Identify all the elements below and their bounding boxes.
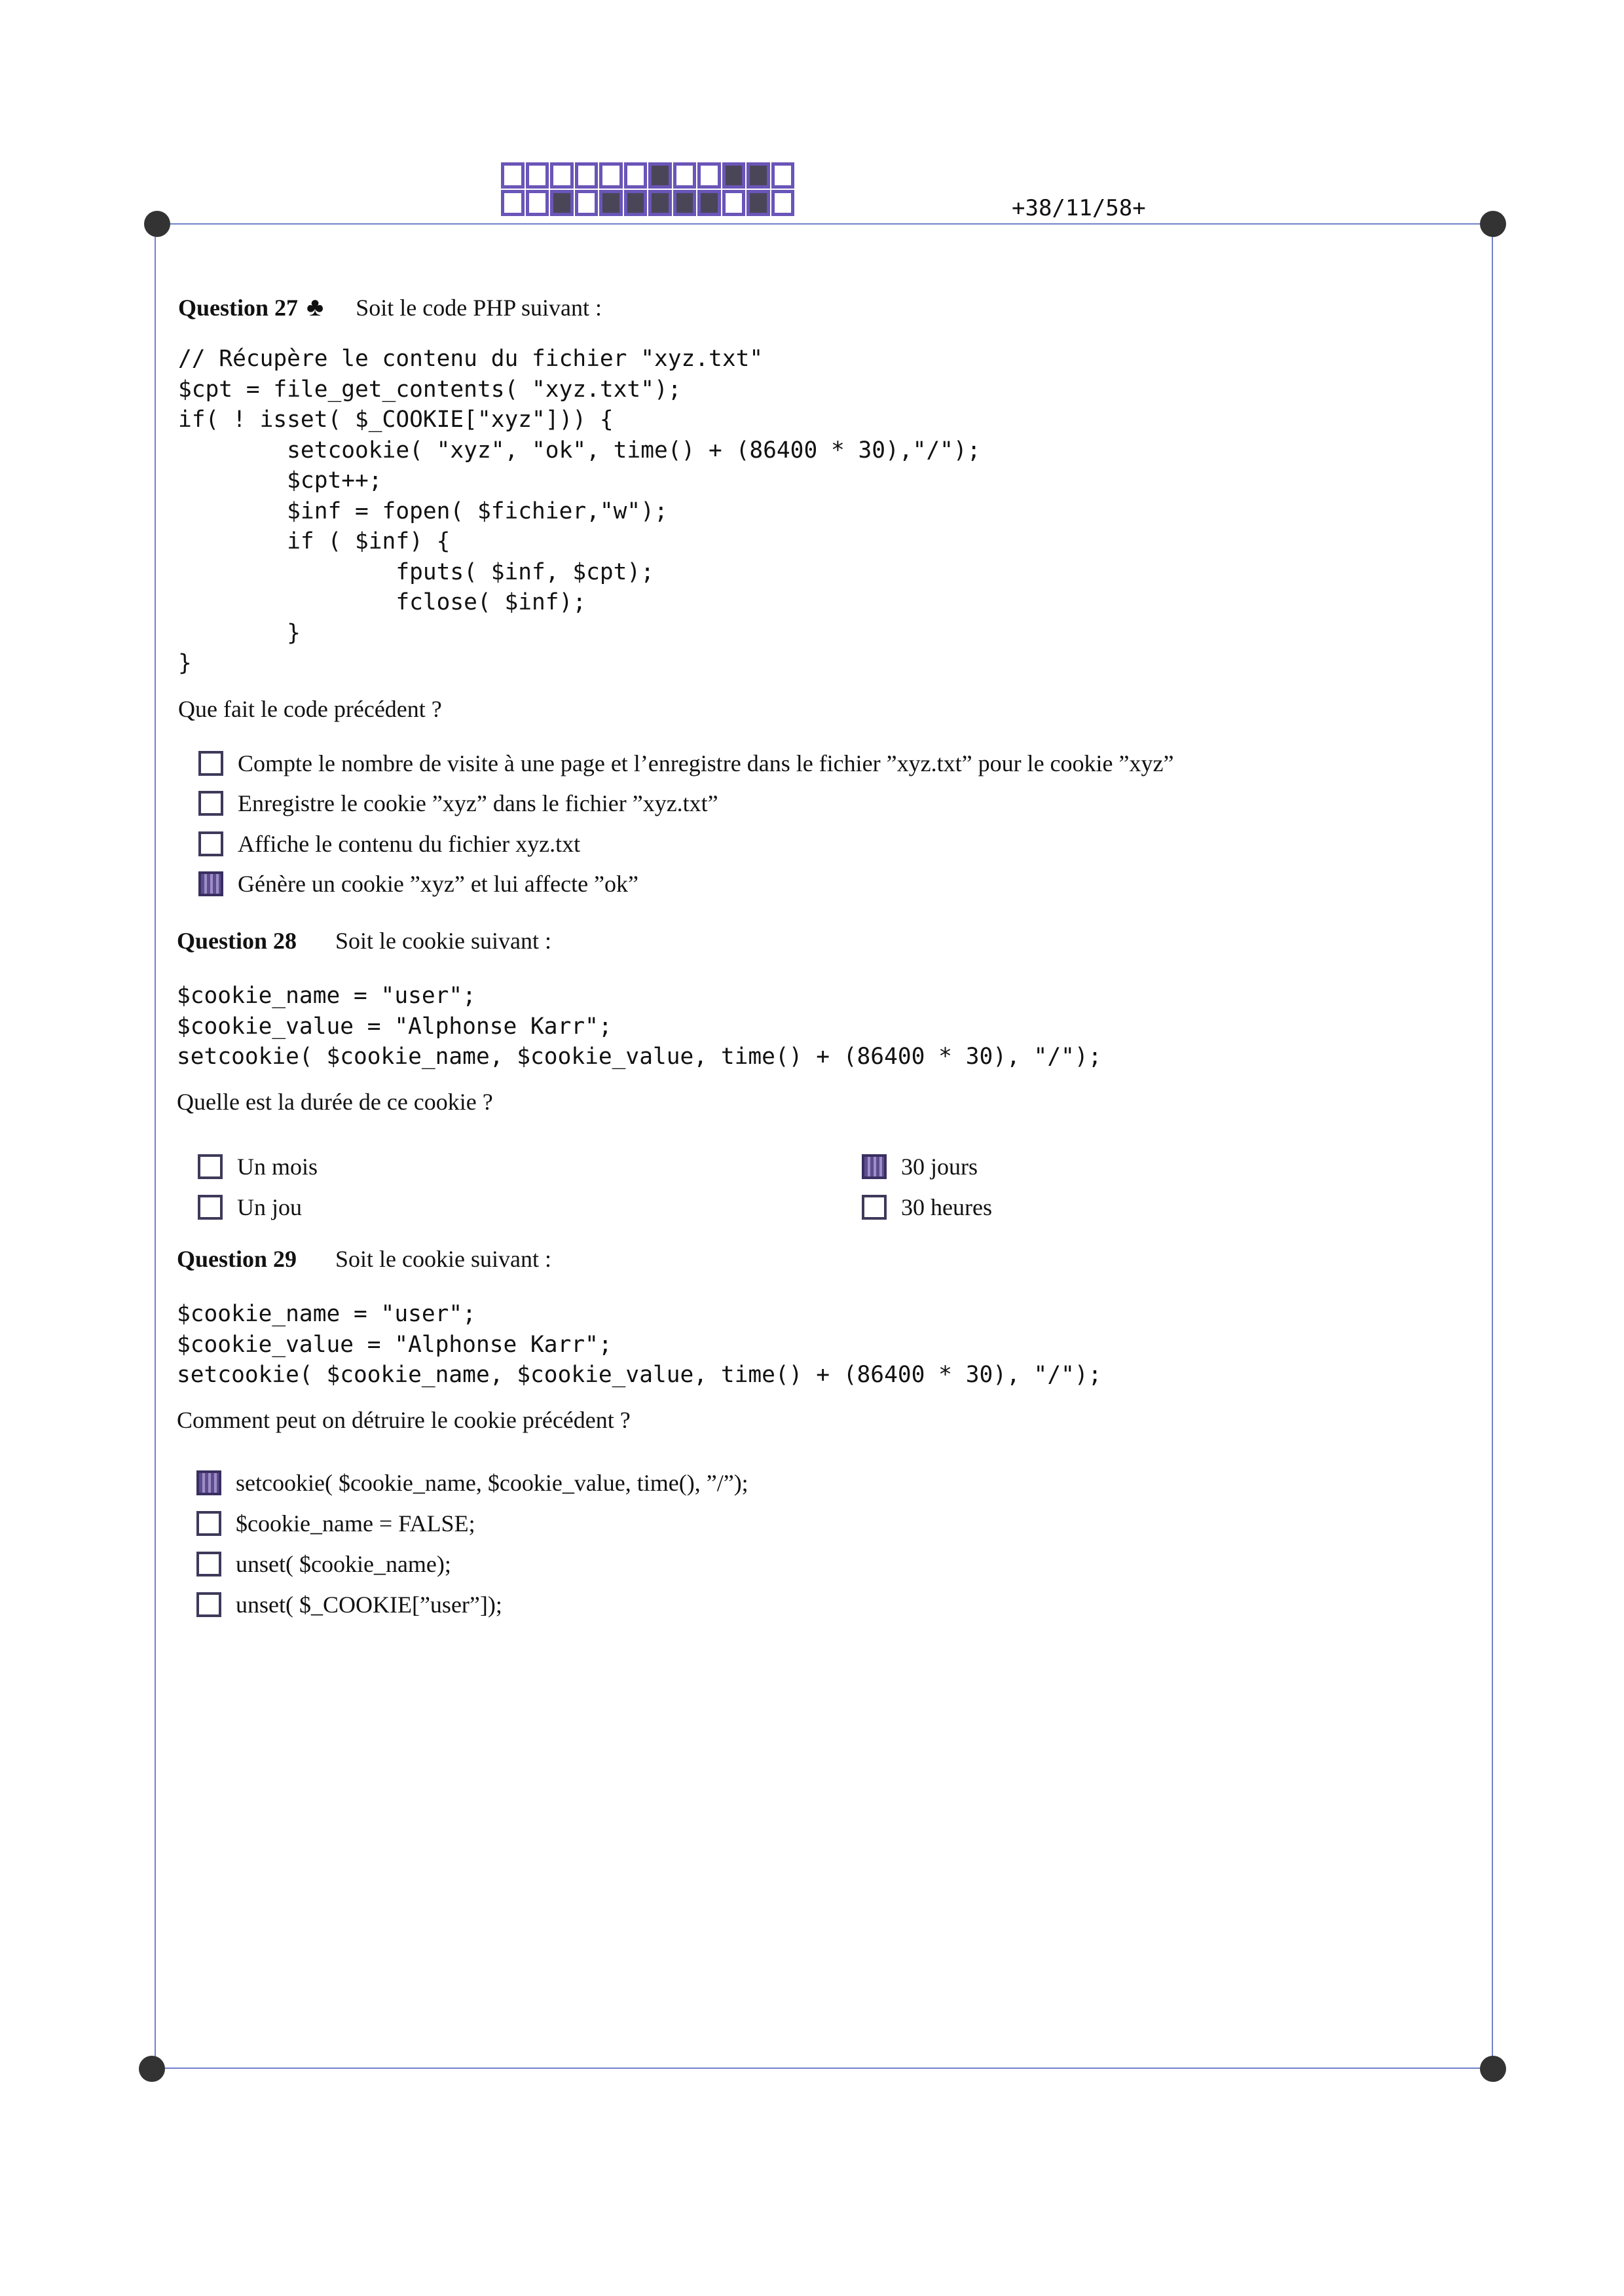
answer-option[interactable]: [196, 1467, 748, 1499]
answer-option[interactable]: [198, 1191, 302, 1224]
code-cell: [526, 190, 549, 216]
question-number: Question 28: [177, 928, 297, 954]
checkbox-2-2[interactable]: [196, 1552, 221, 1576]
code-cell: [747, 190, 770, 216]
question-intro: Soit le cookie suivant :: [335, 928, 551, 954]
answer-label: Génère un cookie ”xyz” et lui affecte ”ok”: [238, 871, 638, 897]
checkbox-1-2[interactable]: [862, 1154, 887, 1179]
answer-label: setcookie( $cookie_name, $cookie_value, time(), ”/”);: [236, 1470, 748, 1496]
code-cell: [771, 190, 795, 216]
code-cell: [697, 190, 721, 216]
question-27-code: // Récupère le contenu du fichier "xyz.txt" $cpt = file_get_contents( "xyz.txt"); if( ! isset( $_COOKIE["xyz"])) { setcookie( "xyz", "ok", time() + (86400 * 30),"/"); $cpt++; $inf = fopen( $fichier,"w"); if ( $inf) { fputs( $inf, $cpt); fclose( $inf); } }: [178, 346, 981, 676]
checkbox-0-0[interactable]: [198, 751, 223, 776]
question-28-header: [177, 927, 551, 955]
answer-label: $cookie_name = FALSE;: [236, 1510, 475, 1537]
frame-right: [1492, 223, 1493, 2068]
answer-label: Un jou: [237, 1194, 302, 1220]
answer-label: Un mois: [237, 1154, 318, 1180]
code-cell: [722, 190, 746, 216]
question-number: Question 29: [177, 1246, 297, 1272]
code-cell: [722, 162, 746, 189]
club-icon: ♣: [306, 292, 324, 321]
answer-option[interactable]: [196, 1588, 502, 1621]
frame-left: [155, 223, 156, 2068]
code-cell: [575, 162, 599, 189]
checkbox-2-0[interactable]: [196, 1470, 221, 1495]
code-cell: [747, 162, 770, 189]
code-cell: [771, 162, 795, 189]
answer-label: Affiche le contenu du fichier xyz.txt: [238, 831, 581, 857]
question-27-prompt: Que fait le code précédent ?: [178, 696, 442, 722]
frame-bottom: [152, 2068, 1493, 2069]
question-intro: Soit le cookie suivant :: [335, 1246, 551, 1272]
code-cell: [550, 190, 574, 216]
corner-mark-bottom-left: [139, 2056, 165, 2082]
answer-option[interactable]: [198, 747, 1173, 780]
checkbox-2-3[interactable]: [196, 1592, 221, 1617]
checkbox-1-3[interactable]: [862, 1195, 887, 1220]
answer-option[interactable]: [196, 1507, 475, 1540]
checkbox-1-1[interactable]: [198, 1195, 223, 1220]
code-cell: [501, 190, 525, 216]
code-cell: [673, 190, 697, 216]
question-29-code: $cookie_name = "user"; $cookie_value = "Alphonse Karr"; setcookie( $cookie_name, $cookie_value, time() + (86400 * 30), "/");: [177, 1301, 1102, 1388]
checkbox-0-1[interactable]: [198, 791, 223, 816]
answer-label: unset( $_COOKIE[”user”]);: [236, 1592, 502, 1618]
code-cell: [624, 190, 648, 216]
question-29-prompt: Comment peut on détruire le cookie précédent ?: [177, 1407, 631, 1433]
answer-option[interactable]: [198, 828, 580, 860]
code-cell: [648, 162, 672, 189]
code-cell: [575, 190, 599, 216]
code-cell: [526, 162, 549, 189]
answer-label: Compte le nombre de visite à une page et l’enregistre dans le fichier ”xyz.txt” pour le cookie ”xyz”: [238, 750, 1174, 776]
page-id: +38/11/58+: [1012, 195, 1146, 221]
answer-label: 30 heures: [901, 1194, 992, 1220]
answer-option[interactable]: [196, 1548, 451, 1580]
code-row-2: [501, 190, 796, 216]
checkbox-2-1[interactable]: [196, 1511, 221, 1536]
answer-label: Enregistre le cookie ”xyz” dans le fichier ”xyz.txt”: [238, 790, 718, 816]
answer-label: 30 jours: [901, 1154, 978, 1180]
answer-label: unset( $cookie_name);: [236, 1551, 451, 1577]
question-28-prompt: Quelle est la durée de ce cookie ?: [177, 1089, 493, 1115]
corner-mark-top-right: [1480, 211, 1506, 237]
corner-mark-top-left: [144, 211, 170, 237]
corner-mark-bottom-right: [1480, 2056, 1506, 2082]
code-cell: [501, 162, 525, 189]
code-cell: [697, 162, 721, 189]
answer-option[interactable]: [198, 867, 638, 900]
code-cell: [624, 162, 648, 189]
answer-option[interactable]: [198, 1150, 318, 1183]
code-cell: [550, 162, 574, 189]
question-number: Question 27: [178, 295, 299, 321]
answer-option[interactable]: [198, 787, 718, 820]
question-intro: Soit le code PHP suivant :: [356, 295, 602, 321]
checkbox-0-2[interactable]: [198, 831, 223, 856]
code-cell: [673, 162, 697, 189]
question-29-header: [177, 1245, 551, 1273]
frame-top: [157, 223, 1493, 225]
question-28-code: $cookie_name = "user"; $cookie_value = "Alphonse Karr"; setcookie( $cookie_name, $cookie_value, time() + (86400 * 30), "/");: [177, 983, 1102, 1070]
binary-code-grid: [501, 162, 796, 217]
code-cell: [599, 190, 623, 216]
answer-option[interactable]: [862, 1191, 992, 1224]
code-row-1: [501, 162, 796, 189]
question-27-header: [178, 291, 602, 322]
answer-option[interactable]: [862, 1150, 978, 1183]
code-cell: [599, 162, 623, 189]
checkbox-0-3[interactable]: [198, 871, 223, 896]
code-cell: [648, 190, 672, 216]
checkbox-1-0[interactable]: [198, 1154, 223, 1179]
